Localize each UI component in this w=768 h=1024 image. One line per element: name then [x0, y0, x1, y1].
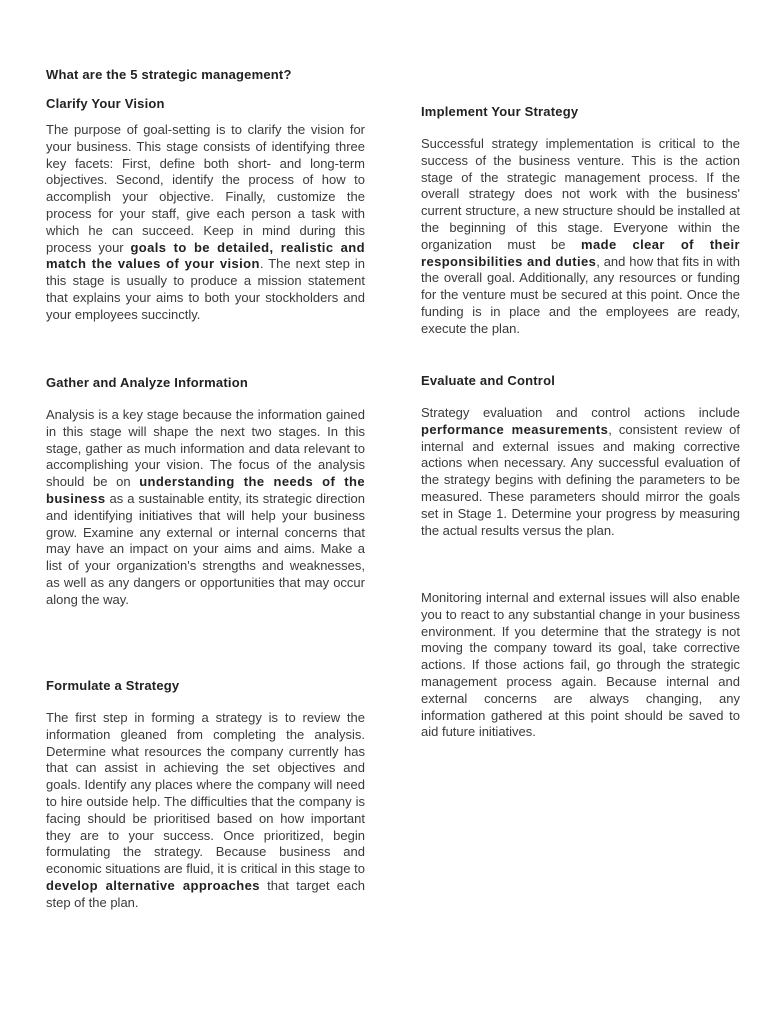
paragraph-text: The first step in forming a strategy is to review the information gleaned from completing the analysis. Determine what resources the company currently has that can assist in achieving the set objectives and goals. Identify any places where the company will need to hire outside help. The difficulties that the company is facing should be prioritised based on how important they are to your success. Once prioritized, begin formulating the strategy. Because business and economic situations are fluid, it is critical in this stage to — [46, 710, 365, 877]
heading-gather-analyze: Gather and Analyze Information — [46, 375, 248, 390]
paragraph-text: The purpose of goal-setting is to clarify the vision for your business. This stage consists of identifying three key facets: First, define both short- and long-term objectives. Second, identify the process of how to accomplish your objective. Finally, customize the process for your staff, give each person a task with which he can succeed. Keep in mind during this process your — [46, 122, 365, 255]
paragraph-monitoring: Monitoring internal and external issues will also enable you to react to any substantial change in your business environment. If you determine that the strategy is not moving the company toward its goal, take corrective actions. If those actions fail, go through the strategic management process again. Because internal and external concerns are always changing, any information gathered at this point should be saved to aid future initiatives. — [421, 590, 740, 740]
heading-clarify-vision: Clarify Your Vision — [46, 96, 165, 111]
emphasis-responsibilities: made clear of their responsibilities and duties — [421, 236, 740, 269]
heading-formulate-strategy: Formulate a Strategy — [46, 678, 180, 693]
heading-evaluate-control: Evaluate and Control — [421, 373, 556, 388]
emphasis-performance: performance measurements — [421, 421, 609, 437]
paragraph-text: Strategy evaluation and control actions include — [421, 405, 740, 420]
paragraph-text: , consistent review of internal and external issues and making corrective actions when necessary. Any successful evaluation of the strategy begins with defining the parameters to be measured. These parameters should mirror the goals set in Stage 1. Determine your progress by measuring the actual results versus the plan. — [421, 421, 740, 538]
page-title: What are the 5 strategic management? — [46, 67, 292, 82]
paragraph-text: that target each step of the plan. — [46, 877, 365, 910]
paragraph-text: Successful strategy implementation is critical to the success of the business venture. This is the action stage of the strategic management process. If the overall strategy does not work with the business' current structure, a new structure should be installed at the beginning of this stage. Everyone within the organization must be — [421, 136, 740, 252]
paragraph-text: Analysis is a key stage because the information gained in this stage will shape the next two stages. In this stage, gather as much information and data relevant to accomplishing your vision. The focus of the analysis should be on — [46, 407, 365, 490]
paragraph-text: . The next step in this stage is usually to produce a mission statement that explains your aims to both your stockholders and your employees succinctly. — [46, 256, 365, 322]
emphasis-goals: goals to be detailed, realistic and match the values of your vision — [46, 239, 365, 272]
emphasis-alternatives: develop alternative approaches — [46, 877, 260, 893]
paragraph-gather-analyze — [46, 407, 365, 609]
heading-implement-strategy: Implement Your Strategy — [421, 104, 579, 119]
paragraph-text: as a sustainable entity, its strategic direction and identifying initiatives that will help your business grow. Examine any external or internal concerns that may have an impact on your aims and aims. Make a list of your organization's strengths and weaknesses, as well as any dangers or opportunities that may occur along the way. — [46, 490, 365, 607]
paragraph-implement-strategy — [421, 136, 740, 338]
paragraph-evaluate-control — [421, 405, 740, 539]
emphasis-understanding: understanding the needs of the business — [46, 474, 365, 506]
paragraph-clarify-vision — [46, 122, 365, 324]
paragraph-text: , and how that fits in with the overall goal. Additionally, any resources or funding for the venture must be secured at this point. Once the funding is in place and the employees are ready, execute the plan. — [421, 253, 740, 336]
paragraph-formulate-strategy — [46, 710, 365, 912]
